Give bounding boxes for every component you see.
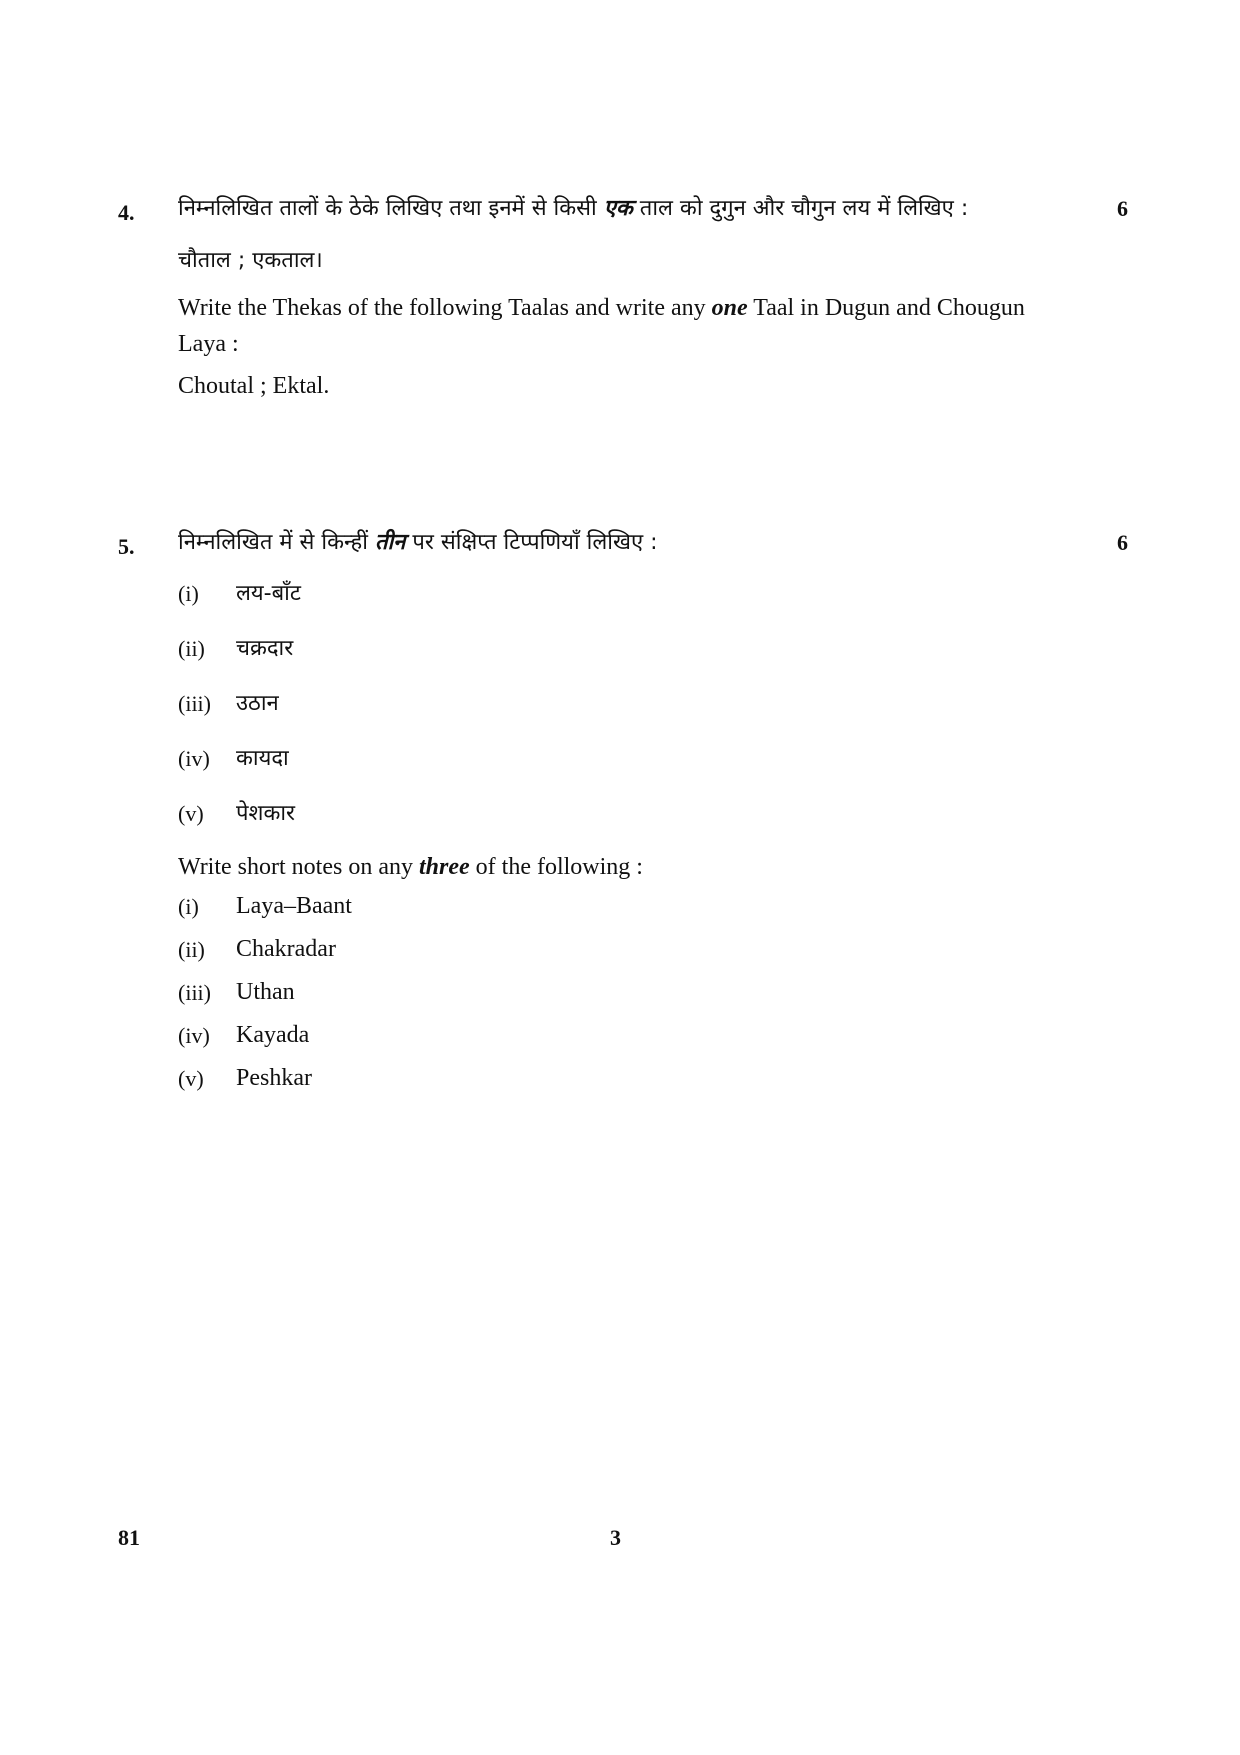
item-number: (i) [178,894,199,919]
item-text: चक्रदार [236,636,294,661]
item-text: Chakradar [236,936,336,962]
item-number: (iv) [178,746,210,771]
question-text-english: Write short notes on any three of the following : [178,854,643,880]
question-5 [118,530,1128,1100]
list-item [178,676,1068,731]
options-list-english [178,885,1068,1100]
question-body [178,520,1068,1100]
list-item [178,731,1068,786]
list-item [178,786,1068,841]
question-body [178,186,1068,404]
question-number: 4. [118,200,135,225]
emphasis-word: एक [603,196,633,221]
question-text-english: Write the Thekas of the following Taalas and write any one Taal in Dugun and Chougun Laya : [178,295,1025,357]
taal-list-hindi: चौताल ; एकताल। [178,248,323,273]
list-item [178,885,1068,928]
item-text: लय-बाँट [236,581,301,606]
emphasis-word: one [711,295,748,321]
item-text: उठान [236,691,279,716]
paper-code: 81 [118,1525,140,1550]
list-item [178,621,1068,676]
options-list-hindi [178,566,1068,841]
list-item [178,1057,1068,1100]
item-number: (i) [178,581,199,606]
item-number: (ii) [178,937,205,962]
list-item [178,1014,1068,1057]
question-4 [118,196,1128,404]
emphasis-word: three [418,854,470,880]
item-text: Kayada [236,1022,310,1048]
list-item [178,566,1068,621]
item-text: पेशकार [236,801,296,826]
question-marks: 6 [1117,530,1128,555]
page-number: 3 [610,1525,621,1550]
emphasis-word: तीन [374,530,406,555]
item-text: Peshkar [236,1065,312,1091]
question-number: 5. [118,534,135,559]
question-marks: 6 [1117,196,1128,221]
item-text: कायदा [236,746,289,771]
taal-list-english: Choutal ; Ektal. [178,373,330,399]
list-item [178,971,1068,1014]
list-item [178,928,1068,971]
item-text: Laya–Baant [236,893,352,919]
question-text-hindi: निम्नलिखित तालों के ठेके लिखिए तथा इनमें से किसी एक ताल को दुगुन और चौगुन लय में लिखिए : [178,196,969,221]
item-number: (iii) [178,691,211,716]
item-number: (ii) [178,636,205,661]
question-text-hindi: निम्नलिखित में से किन्हीं तीन पर संक्षिप्त टिप्पणियाँ लिखिए : [178,530,658,555]
item-number: (iv) [178,1023,210,1048]
item-text: Uthan [236,979,295,1005]
item-number: (v) [178,801,204,826]
item-number: (iii) [178,980,211,1005]
item-number: (v) [178,1066,204,1091]
